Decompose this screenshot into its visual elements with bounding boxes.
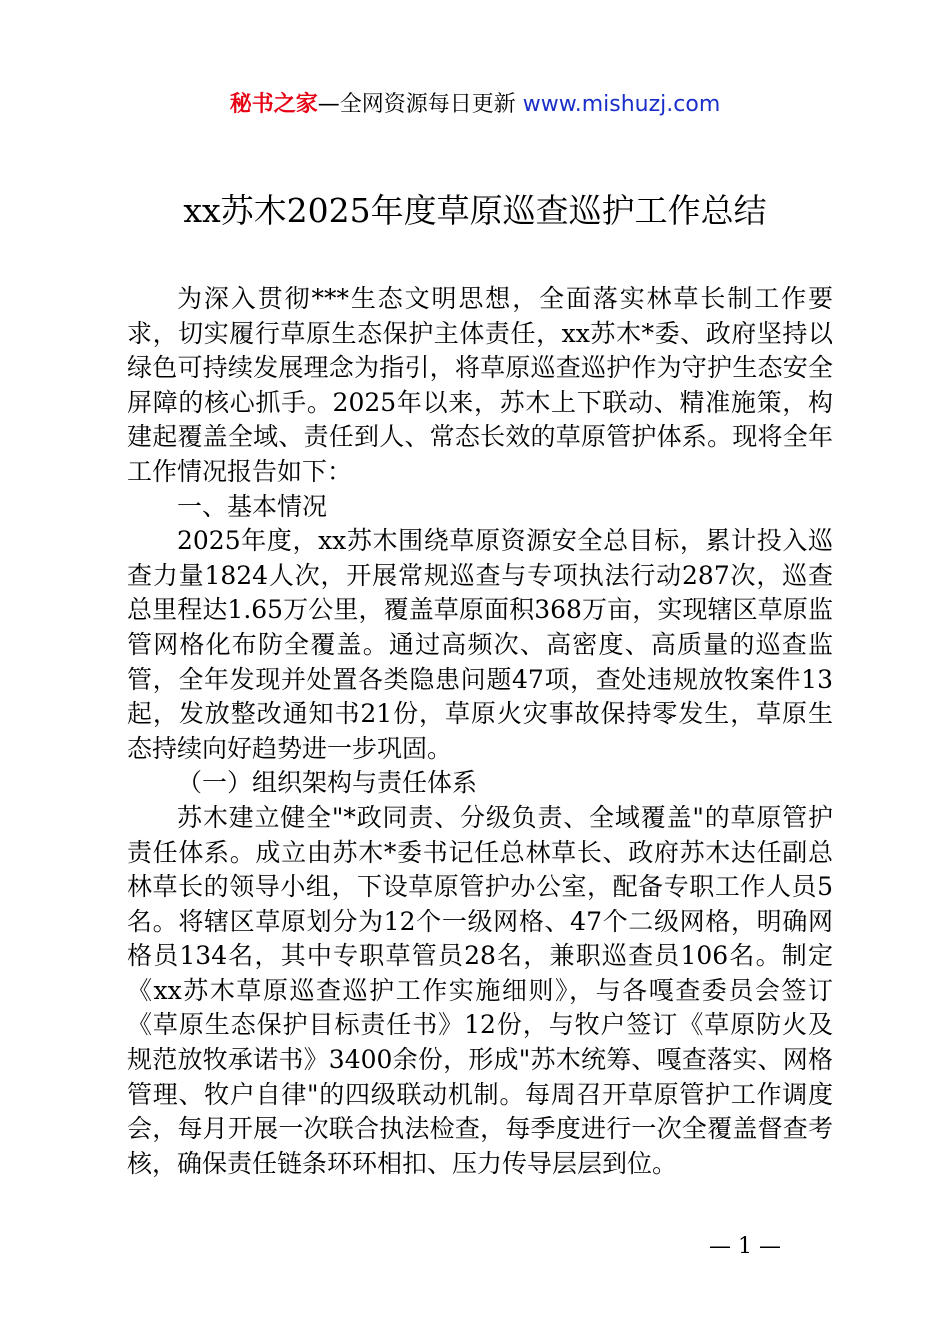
organization-paragraph: 苏木建立健全"*政同责、分级负责、全域覆盖"的草原管护责任体系。成立由苏木*委书记任总林草长、政府苏木达任副总林草长的领导小组，下设草原管护办公室，配备专职工作人员5名。将辖区草原划分为12个一级网格、47个二级网格，明确网格员134名，其中专职草管员28名，兼职巡查员106名。制定《xx苏木草原巡查巡护工作实施细则》，与各嘎查委员会签订《草原生态保护目标责任书》12份，与牧户签订《草原防火及规范放牧承诺书》3400余份，形成"苏木统筹、嘎查落实、网格管理、牧户自律"的四级联动机制。每周召开草原管护工作调度会，每月开展一次联合执法检查，每季度进行一次全覆盖督查考核，确保责任链条环环相扣、压力传导层层到位。 <box>127 802 833 1178</box>
site-slogan: —全网资源每日更新 <box>317 92 523 117</box>
page-number: — 1 — <box>709 1234 781 1259</box>
section-heading-basic-situation: 一、基本情况 <box>177 491 328 521</box>
site-header-banner <box>0 88 950 122</box>
site-brand-name: 秘书之家 <box>229 92 318 117</box>
subsection-heading-organization: （一）组织架构与责任体系 <box>177 768 478 798</box>
intro-paragraph: 为深入贯彻***生态文明思想，全面落实林草长制工作要求，切实履行草原生态保护主体责任，xx苏木*委、政府坚持以绿色可持续发展理念为指引，将草原巡查巡护作为守护生态安全屏障的核心抓手。2025年以来，苏木上下联动、精准施策，构建起覆盖全域、责任到人、常态长效的草原管护体系。现将全年工作情况报告如下： <box>127 284 833 486</box>
basic-situation-paragraph: 2025年度，xx苏木围绕草原资源安全总目标，累计投入巡查力量1824人次，开展常规巡查与专项执法行动287次，巡查总里程达1.65万公里，覆盖草原面积368万亩，实现辖区草原监管网格化布防全覆盖。通过高频次、高密度、高质量的巡查监管，全年发现并处置各类隐患问题47项，查处违规放牧案件13起，发放整改通知书21份，草原火灾事故保持零发生，草原生态持续向好趋势进一步巩固。 <box>127 526 833 763</box>
document-title: xx苏木2025年度草原巡查巡护工作总结 <box>183 191 767 230</box>
site-url-link[interactable]: www.mishuzj.com <box>522 92 721 117</box>
document-body <box>127 282 833 1181</box>
